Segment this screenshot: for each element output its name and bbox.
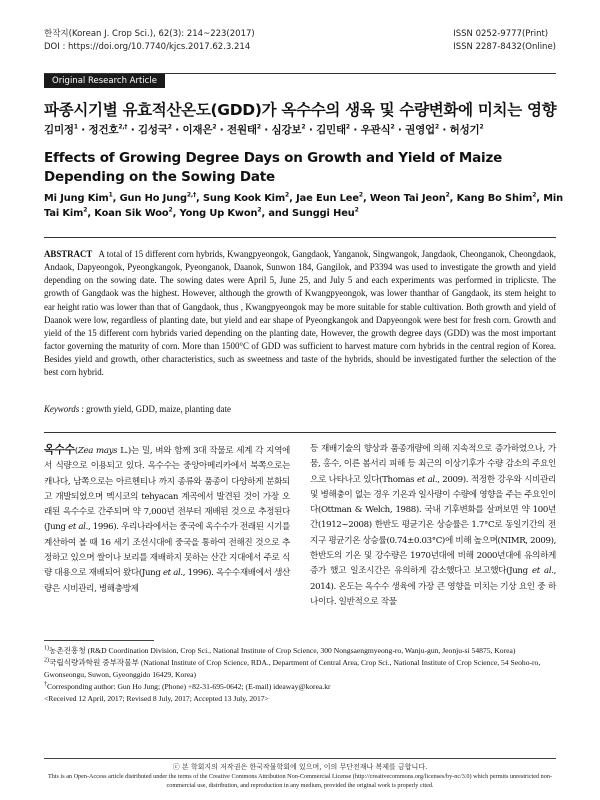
lead-word: 옥수수 xyxy=(44,443,75,456)
footnote-mark: † xyxy=(44,681,47,688)
title-korean: 파종시기별 유효적산온도(GDD)가 옥수수의 생육 및 수량변화에 미치는 영향 xyxy=(44,101,557,119)
author-affiliation: 2 xyxy=(301,123,306,131)
body-text: ., 1996). 우리나라에서는 중국에 옥수수가 전래된 시기를 계산하여 볼 때 16 세기 조선시대에 중국을 통하여 전해진 것으로 추정하고 있으며 쌀이나 보리를 재배하지 못하는 산간 지대에서 주로 식량 대용으로 재배되어 왔다(Jung xyxy=(44,522,290,579)
author-name: 전원태 xyxy=(227,124,257,136)
abstract xyxy=(44,248,556,380)
author-affiliation: 2 xyxy=(532,191,537,199)
authors-korean: 김미정$^1$ · 정건호$^{2,\dagger}$ · 김성국$^2$ · 이재은$^2$ · 전원태$^2$ · 심강보$^2$ · 김민태$^2$ · 우관식$^2$ · 권영업$^2$ · 허성기$^2$ xyxy=(44,123,484,136)
author-affiliation: 2,† xyxy=(186,191,197,199)
author-name: 김민태 xyxy=(316,124,346,136)
footnotes xyxy=(44,645,556,705)
affiliation-text: 농촌진흥청 (R&D Coordination Division, Crop Sci., National Institute of Crop Science, 300 Nongsaengmyeong-ro, Wanju-gun, Jeonju-si 54875, Korea) xyxy=(49,646,516,655)
author-name: 김미정 xyxy=(44,124,74,136)
body-text: ., 2014). 온도는 옥수수 생육에 가장 큰 영향을 미치는 기상 요인 중 하나이다. 일반적으로 작물 xyxy=(310,566,556,607)
article-type-badge: Original Research Article xyxy=(44,74,165,88)
issn-online: ISSN 2287-8432(Online) xyxy=(453,42,556,52)
keywords-text: : growth yield, GDD, maize, planting date xyxy=(79,404,231,414)
corresponding-author xyxy=(44,681,556,692)
author-affiliation: 2 xyxy=(256,123,261,131)
author-name: 허성기 xyxy=(449,124,480,136)
copyright-notice: ⓒ 본 학회지의 저작권은 한국작물학회에 있으며, 이의 무단전재나 복제를 금합니다. xyxy=(172,763,428,771)
body-text: ., 1996). 옥수수재배에서 생산량은 시비관리, 병해충방제 xyxy=(44,568,290,594)
author-affiliation: 2,† xyxy=(118,123,128,131)
issn-block xyxy=(453,28,556,54)
author-affiliation: 2 xyxy=(285,191,290,199)
author-name: Sunggi Heu xyxy=(292,208,355,219)
author-affiliation: 2 xyxy=(479,123,484,131)
affiliation-1 xyxy=(44,645,556,656)
citation-et-al: et al xyxy=(162,568,181,579)
author-affiliation: 2 xyxy=(257,206,262,214)
citation-et-al: et al xyxy=(416,474,435,485)
author-affiliation: 2 xyxy=(390,123,395,131)
keywords-label: Keywords xyxy=(44,404,80,414)
author-affiliation: 1 xyxy=(73,123,78,131)
body-text: ., 2009). 적정한 강우와 시비관리 및 병해충이 없는 경우 기온과 일사량이 수량에 영향을 주는 주요인이다(Ottman & Welch, 1988). 국내 기후변화를 살펴보면 약 100년간(1912~2008) 한반도 평균기온 상승률은 1.7°C로 동일기간의 전지구 평균기온 상승률(0.74±0.03°C)에 비해 높으며(NIMR, 2009), 한반도의 기온 및 강수량은 1970년대에 비해 2000년대에 유의하게 증가 했고 일조시간은 유의하게 감소했다고 보고했다(Jung xyxy=(310,474,556,577)
scientific-name: Zea mays xyxy=(77,446,118,456)
body-column-right xyxy=(310,442,556,610)
author-name: 우관식 xyxy=(360,124,391,136)
issn-print: ISSN 0252-9777(Print) xyxy=(453,29,549,39)
footnote-divider xyxy=(44,640,154,641)
affiliation-text: 국립식량과학원 중부작물부 (National Institute of Crop Science, RDA., Department of Central Area, Crop Sci., National Institute of Crop Science, 54 Seoho-ro, Gwonseongu, Suwon, Gyeonggido 16429, Korea) xyxy=(44,658,541,679)
body-text: L.)는 밀, 벼와 함께 3대 작물로 세계 각 지역에서 식량으로 이용되고 있다. 옥수수는 중앙아메리카에서 북쪽으로는 캐나다, 남쪽으로는 아르헨티나 까지 종류와 품종이 다양하게 분화되고 개발되었으며 멕시코의 tehyacan 계곡에서 발견된 것이 가장 오래된 옥수수로 간주되며 약 7,000년 전부터 재배된 것으로 추정된다(Jung xyxy=(44,446,290,533)
abstract-label: ABSTRACT xyxy=(44,249,93,259)
author-name: Jae Eun Lee xyxy=(296,193,359,204)
body-text: 등 재배기술의 향상과 품종개량에 의해 지속적으로 증가하였으나, 가뭄, 홍수, 이른 봄서리 피해 등 최근의 이상기후가 수량 감소의 주요인으로 나타나고 있다(Thomas xyxy=(310,444,556,485)
author-affiliation: 2 xyxy=(345,123,350,131)
journal-header xyxy=(44,28,255,54)
author-affiliation: 2 xyxy=(167,123,172,131)
footer-divider xyxy=(44,758,556,759)
license-notice: This is an Open-Access article distributed under the terms of the Creative Commons Attribution Non-Commercial License (http://creativecommons.org/licenses/by-nc/3.0) which permits unrestricted non-commercial use, distribution, and reproduction in any medium, provided the original work is properly cited. xyxy=(47,773,553,789)
author-affiliation: 2 xyxy=(445,191,450,199)
author-name: Kang Bo Shim xyxy=(456,193,533,204)
author-affiliation: 1 xyxy=(108,191,113,199)
keywords-divider xyxy=(44,432,556,433)
author-affiliation: 2 xyxy=(83,206,88,214)
author-name: 심강보 xyxy=(271,124,302,136)
author-name: 이재은 xyxy=(182,124,213,136)
citation-et-al: et al xyxy=(531,566,552,577)
affiliation-2 xyxy=(44,657,556,680)
author-affiliation: 2 xyxy=(354,206,359,214)
body-column-left: 옥수수(Zea mays L.)는 밀, 벼와 함께 3대 작물로 세계 각 지역에서 식량으로 이용되고 있다. 옥수수는 중앙아메리카에서 북쪽으로는 캐나다, 남쪽으로는 아르헨티나 까지 종류와 품종이 다양하게 분화되고 개발되었으며 멕시코의 tehyacan 계곡에서 발견된 것이 가장 오래된 옥수수로 간주되며 약 7,000년 전부터 재배된 것으로 추정된다(Jung et al., 1996). 우리나라에서는 중국에 옥수수가 전래된 시기를 계산하여 볼 때 16 세기 조선시대에 중국을 통하여 전해진 것으로 추정하고 있으며 쌀이나 보리를 재배하지 못하는 산간 지대에서 주로 식량 대용으로 재배되어 왔다(Jung et al., 1996). 옥수수재배에서 생산량은 시비관리, 병해충방제 xyxy=(44,443,290,594)
author-affiliation: 2 xyxy=(168,206,173,214)
keywords xyxy=(44,404,231,414)
footnote-mark: 1) xyxy=(44,645,49,652)
author-name: 권영업 xyxy=(405,124,435,136)
journal-name: 한작지(Korean J. Crop Sci.), 62(3): 214~223(2017) xyxy=(44,29,255,39)
author-name: Koan Sik Woo xyxy=(94,208,169,219)
received-dates: <Received 12 April, 2017; Revised 8 July, 2017; Accepted 13 July, 2017> xyxy=(44,694,269,704)
author-affiliation: 2 xyxy=(212,123,217,131)
authors-english: Mi Jung Kim$^1$, Gun Ho Jung$^{2,\dagger}$, Sung Kook Kim$^2$, Jae Eun Lee$^2$, Weon Tai Jeon$^2$, Kang Bo Shim$^2$, Min Tai Kim$^2$, Koan Sik Woo$^2$, Yong Up Kwon$^2$, and Sunggi Heu$^2$ xyxy=(44,191,564,219)
author-name: Yong Up Kwon xyxy=(179,208,258,219)
author-name: Min Tai Kim xyxy=(44,193,564,219)
author-affiliation: 2 xyxy=(358,191,363,199)
author-name: Weon Tai Jeon xyxy=(369,193,446,204)
author-name: 김성국 xyxy=(137,124,168,136)
title-english: Effects of Growing Degree Days on Growth and Yield of Maize Depending on the Sowing Date xyxy=(44,150,503,185)
footnote-mark: 2) xyxy=(44,657,49,664)
citation-et-al: et al xyxy=(68,522,86,533)
author-name: Gun Ho Jung xyxy=(119,193,187,204)
author-name: Sung Kook Kim xyxy=(202,193,286,204)
abstract-text: A total of 15 different corn hybrids, Kwangpyeongok, Gangdaok, Yanganok, Singwangok, Jangdaok, Cheonganok, Cheongdaok, Andaok, Dapyeongok, Pyeongkangok, Pyeonganok, Daanok, Sunwon 184, Gangilok, and P3394 was used to investigate the growth and yield depending on the sowing date. The sowing dates were April 5, June 25, and July 5 and each experiments was performed in triplicste. The growth of Gangdaok was the highest. However, although the growth of Kwangpyeongok, was lower thanthar of Gangdaok, its stem height to ear height ratio was lower than that of Gangdaok, thus , Kwangpyeongok may be more suitable for stable cultivation. Both growth and yield of Daanok were low, regardless of planting date, but yield and ear shape of Pyeongkangok and Dapyeongok were best for fresh corn. Growth and yield of the 15 different corn hybrids varied depending on the planting date, However, the growth degree days (GDD) was the most important factor governing the maturity of corn. More than 1500°C of GDD was sufficient to harvest mature corn hybrids in the central region of Korea. Besides yield and growth, other characteristics, such as sweetness and taste of the hybrids, should be investigated further the selection of the best corn hybrid. xyxy=(44,249,556,378)
author-name: 정건호 xyxy=(88,124,119,136)
author-affiliation: 2 xyxy=(434,123,439,131)
corresponding-text: Corresponding author: Gun Ho Jung; (Phone) +82-31-695-0642; (E-mail) ideaway@korea.kr xyxy=(47,681,331,691)
abstract-divider xyxy=(44,237,556,238)
doi-link[interactable]: DOI : https://doi.org/10.7740/kjcs.2017.62.3.214 xyxy=(44,42,251,52)
author-name: Mi Jung Kim xyxy=(44,193,109,204)
